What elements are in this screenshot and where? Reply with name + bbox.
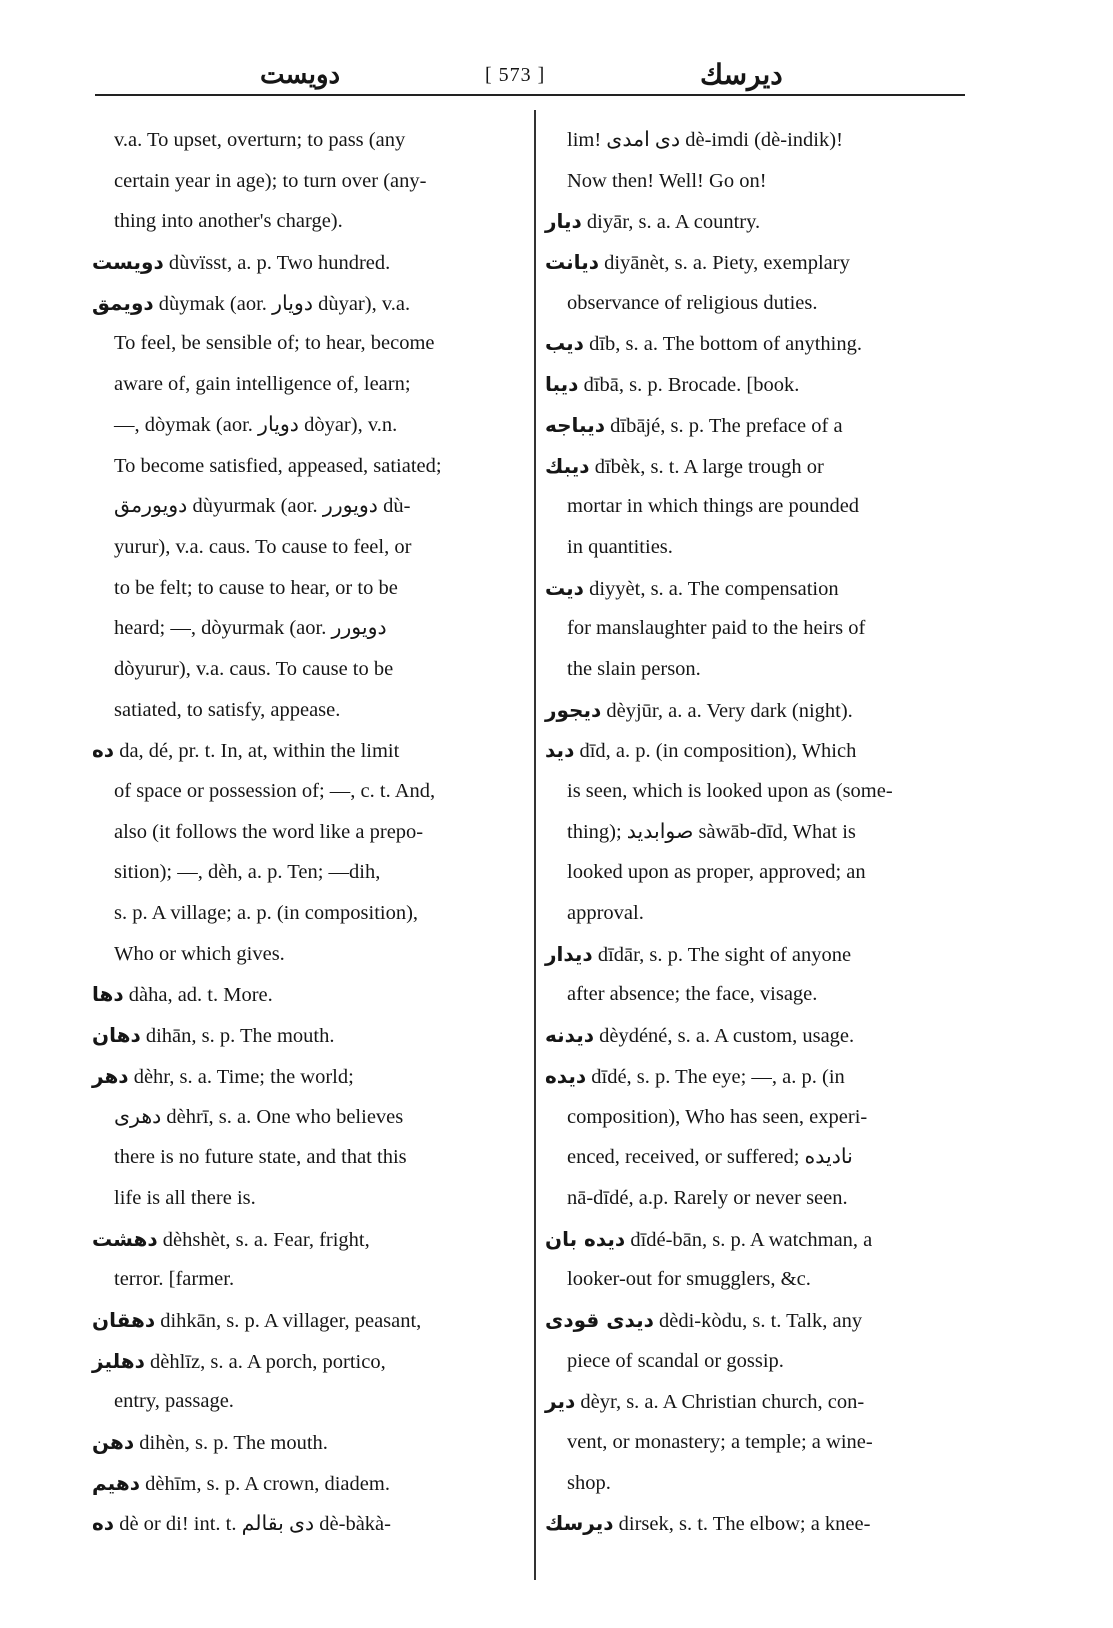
entry-text: lim! دی امدی dè-imdi (dè-indik)! xyxy=(567,129,843,151)
entry-text: dèhr, s. a. Time; the world; xyxy=(133,1065,354,1088)
entry-text: dīb, s. a. The bottom of anything. xyxy=(589,333,863,356)
dictionary-text-line xyxy=(92,608,512,649)
dictionary-text-line xyxy=(92,446,512,487)
entry-text: nā-dīdé, a.p. Rarely or never seen. xyxy=(567,1186,848,1209)
headword-arabic: دهر xyxy=(92,1063,129,1088)
left-column xyxy=(92,120,512,1544)
headword-arabic: دیدی قودی xyxy=(545,1307,654,1332)
dictionary-text-line xyxy=(545,161,965,202)
header-right-word: دیرسك xyxy=(700,60,783,91)
entry-text: dèhīm, s. p. A crown, diadem. xyxy=(145,1472,390,1495)
entry-text: mortar in which things are pounded xyxy=(567,495,860,518)
dictionary-text-line xyxy=(92,852,512,893)
dictionary-entry-line xyxy=(545,242,965,283)
dictionary-text-line xyxy=(545,852,965,893)
dictionary-entry-line xyxy=(545,1015,965,1056)
entry-text: certain year in age); to turn over (any- xyxy=(114,169,427,192)
entry-text: life is all there is. xyxy=(114,1186,256,1209)
headword-arabic: دهلیز xyxy=(92,1348,145,1373)
dictionary-entry-line xyxy=(92,1219,512,1260)
dictionary-text-line xyxy=(92,1381,512,1422)
dictionary-text-line xyxy=(545,283,965,324)
entry-text: dihkān, s. p. A villager, peasant, xyxy=(160,1309,422,1332)
entry-text: diyār, s. a. A country. xyxy=(586,211,761,234)
entry-text: for manslaughter paid to the heirs of xyxy=(567,617,866,640)
dictionary-entry-line xyxy=(92,1422,512,1463)
headword-arabic: دهیم xyxy=(92,1470,140,1495)
dictionary-text-line xyxy=(545,1422,965,1463)
entry-text: also (it follows the word like a prepo- xyxy=(114,820,424,843)
entry-text: dè or di! int. t. دی بقالم dè-bàkà- xyxy=(119,1513,391,1536)
entry-text: dòyurur), v.a. caus. To cause to be xyxy=(114,657,394,680)
entry-text: sition); —, dèh, a. p. Ten; —dih, xyxy=(114,861,381,884)
dictionary-entry-line xyxy=(92,1300,512,1341)
dictionary-text-line xyxy=(545,1097,965,1138)
headword-arabic: دهان xyxy=(92,1023,141,1048)
dictionary-text-line xyxy=(545,608,965,649)
dictionary-text-line xyxy=(545,120,965,161)
dictionary-text-line xyxy=(92,486,512,527)
entry-text: dirsek, s. t. The elbow; a knee- xyxy=(618,1513,871,1536)
dictionary-entry-line xyxy=(92,1341,512,1382)
headword-arabic: دیباجه xyxy=(545,412,605,437)
entry-text: shop. xyxy=(567,1471,611,1494)
entry-text: dèyr, s. a. A Christian church, con- xyxy=(580,1391,865,1414)
entry-text: dùymak (aor. دویار dùyar), v.a. xyxy=(158,292,411,315)
dictionary-text-line xyxy=(92,649,512,690)
entry-text: dīd, a. p. (in composition), Which xyxy=(579,740,857,763)
dictionary-text-line xyxy=(92,771,512,812)
headword-arabic: دیانت xyxy=(545,250,599,275)
entry-text: da, dé, pr. t. In, at, within the limit xyxy=(119,740,400,763)
right-column xyxy=(545,120,965,1544)
headword-arabic: دیدنه xyxy=(545,1023,594,1048)
entry-text: of space or possession of; —, c. t. And, xyxy=(114,780,436,802)
dictionary-text-line xyxy=(92,893,512,934)
page-header xyxy=(95,56,965,96)
dictionary-text-line xyxy=(92,120,512,161)
entry-text: —, dòymak (aor. دویار dòyar), v.n. xyxy=(114,413,398,436)
entry-text: composition), Who has seen, experi- xyxy=(567,1105,868,1128)
entry-text: v.a. To upset, overturn; to pass (any xyxy=(114,129,406,151)
entry-text: thing into another's charge). xyxy=(114,210,343,233)
dictionary-entry-line xyxy=(92,1015,512,1056)
headword-arabic: ده xyxy=(92,1511,115,1536)
dictionary-text-line xyxy=(545,1341,965,1382)
entry-text: dībèk, s. t. A large trough or xyxy=(594,455,824,478)
headword-arabic: دیبا xyxy=(545,372,579,397)
entry-text: to be felt; to cause to hear, or to be xyxy=(114,576,398,599)
dictionary-entry-line xyxy=(92,730,512,771)
entry-text: thing); صوابدید sàwāb-dīd, What is xyxy=(567,820,856,843)
dictionary-text-line xyxy=(92,405,512,446)
dictionary-entry-line xyxy=(92,242,512,283)
dictionary-entry-line xyxy=(545,934,965,975)
dictionary-text-line xyxy=(92,201,512,242)
entry-text: dàha, ad. t. More. xyxy=(128,984,273,1007)
entry-text: Who or which gives. xyxy=(114,942,285,965)
entry-text: diyānèt, s. a. Piety, exemplary xyxy=(604,252,850,275)
entry-text: Now then! Well! Go on! xyxy=(567,169,767,192)
dictionary-text-line xyxy=(545,649,965,690)
entry-text: dùvïsst, a. p. Two hundred. xyxy=(168,252,391,275)
entry-text: diyyèt, s. a. The compensation xyxy=(589,577,839,600)
dictionary-text-line xyxy=(92,1259,512,1300)
dictionary-text-line xyxy=(545,812,965,853)
dictionary-text-line xyxy=(92,323,512,364)
header-left-word: دویست xyxy=(260,60,341,89)
headword-arabic: دویست xyxy=(92,250,164,275)
entry-text: dihān, s. p. The mouth. xyxy=(145,1025,335,1048)
dictionary-text-line xyxy=(92,1137,512,1178)
dictionary-entry-line xyxy=(545,690,965,731)
entry-text: dèyjūr, a. a. Very dark (night). xyxy=(606,699,853,722)
entry-text: satiated, to satisfy, appease. xyxy=(114,698,341,721)
column-divider xyxy=(534,110,536,1580)
entry-text: piece of scandal or gossip. xyxy=(567,1349,784,1372)
headword-arabic: دیده بان xyxy=(545,1226,626,1251)
dictionary-text-line xyxy=(92,568,512,609)
dictionary-text-line xyxy=(545,893,965,934)
headword-arabic: دها xyxy=(92,982,124,1007)
page-number: [ 573 ] xyxy=(485,64,546,86)
headword-arabic: دیجور xyxy=(545,697,602,722)
headword-arabic: دهشت xyxy=(92,1226,158,1251)
entry-text: entry, passage. xyxy=(114,1390,234,1413)
dictionary-text-line xyxy=(92,161,512,202)
entry-text: dèhshèt, s. a. Fear, fright, xyxy=(162,1228,370,1251)
dictionary-text-line xyxy=(545,1178,965,1219)
dictionary-text-line xyxy=(92,1178,512,1219)
headword-arabic: دیار xyxy=(545,209,582,234)
entry-text: dèhlīz, s. a. A porch, portico, xyxy=(150,1350,386,1373)
headword-arabic: دیده xyxy=(545,1063,587,1088)
entry-text: To become satisfied, appeased, satiated; xyxy=(114,454,442,477)
dictionary-entry-line xyxy=(545,364,965,405)
dictionary-entry-line xyxy=(92,974,512,1015)
dictionary-entry-line xyxy=(545,1056,965,1097)
dictionary-text-line xyxy=(92,364,512,405)
entry-text: observance of religious duties. xyxy=(567,291,818,314)
entry-text: there is no future state, and that this xyxy=(114,1146,407,1169)
dictionary-text-line xyxy=(92,690,512,731)
entry-text: yurur), v.a. caus. To cause to feel, or xyxy=(114,535,412,558)
dictionary-text-line xyxy=(545,771,965,812)
dictionary-text-line xyxy=(545,486,965,527)
dictionary-text-line xyxy=(92,812,512,853)
entry-text: dīdé, s. p. The eye; —, a. p. (in xyxy=(591,1065,845,1088)
dictionary-entry-line xyxy=(545,201,965,242)
dictionary-entry-line xyxy=(545,1503,965,1544)
headword-arabic: دیت xyxy=(545,575,584,600)
entry-text: approval. xyxy=(567,902,644,925)
headword-arabic: ده xyxy=(92,738,115,763)
dictionary-text-line xyxy=(92,934,512,975)
dictionary-entry-line xyxy=(545,568,965,609)
entry-text: dībā, s. p. Brocade. [book. xyxy=(583,374,800,397)
headword-arabic: دیرسك xyxy=(545,1511,614,1536)
dictionary-entry-line xyxy=(92,1056,512,1097)
dictionary-entry-line xyxy=(545,446,965,487)
entry-text: enced, received, or suffered; نادیده xyxy=(567,1146,853,1169)
entry-text: dīdār, s. p. The sight of anyone xyxy=(597,943,852,966)
entry-text: vent, or monastery; a temple; a wine- xyxy=(567,1431,873,1453)
dictionary-text-line xyxy=(545,974,965,1015)
entry-text: in quantities. xyxy=(567,535,673,558)
headword-arabic: دویمق xyxy=(92,290,154,315)
entry-text: dīdé-bān, s. p. A watchman, a xyxy=(630,1228,873,1251)
dictionary-entry-line xyxy=(92,1503,512,1544)
dictionary-text-line xyxy=(545,1259,965,1300)
dictionary-entry-line xyxy=(545,1300,965,1341)
entry-text: looked upon as proper, approved; an xyxy=(567,861,866,884)
dictionary-entry-line xyxy=(545,730,965,771)
dictionary-text-line xyxy=(545,1137,965,1178)
headword-arabic: دیب xyxy=(545,331,584,356)
dictionary-text-line xyxy=(92,1097,512,1138)
dictionary-entry-line xyxy=(545,1381,965,1422)
dictionary-entry-line xyxy=(92,1463,512,1504)
entry-text: دویورمق dùyurmak (aor. دویورر dù- xyxy=(114,495,411,518)
entry-text: dèydéné, s. a. A custom, usage. xyxy=(599,1025,855,1048)
dictionary-entry-line xyxy=(545,1219,965,1260)
headword-arabic: دیدار xyxy=(545,941,593,966)
entry-text: s. p. A village; a. p. (in composition), xyxy=(114,902,419,925)
entry-text: dihèn, s. p. The mouth. xyxy=(139,1432,328,1454)
entry-text: heard; —, dòyurmak (aor. دویورر xyxy=(114,617,387,640)
entry-text: To feel, be sensible of; to hear, become xyxy=(114,332,435,355)
dictionary-text-line xyxy=(545,527,965,568)
entry-text: terror. [farmer. xyxy=(114,1268,235,1291)
headword-arabic: دیر xyxy=(545,1389,576,1414)
headword-arabic: دیبك xyxy=(545,453,590,478)
entry-text: is seen, which is looked upon as (some- xyxy=(567,780,893,802)
dictionary-entry-line xyxy=(545,323,965,364)
headword-arabic: دید xyxy=(545,738,575,763)
entry-text: dèdi-kòdu, s. t. Talk, any xyxy=(658,1309,863,1332)
entry-text: دهری dèhrī, s. a. One who believes xyxy=(114,1105,404,1128)
headword-arabic: دهن xyxy=(92,1430,135,1454)
entry-text: after absence; the face, visage. xyxy=(567,983,818,1006)
entry-text: looker-out for smugglers, &c. xyxy=(567,1268,811,1291)
dictionary-entry-line xyxy=(92,283,512,324)
headword-arabic: دهقان xyxy=(92,1307,156,1332)
entry-text: the slain person. xyxy=(567,657,701,680)
dictionary-text-line xyxy=(92,527,512,568)
dictionary-entry-line xyxy=(545,405,965,446)
entry-text: aware of, gain intelligence of, learn; xyxy=(114,373,411,396)
entry-text: dībājé, s. p. The preface of a xyxy=(610,414,843,437)
dictionary-text-line xyxy=(545,1463,965,1504)
